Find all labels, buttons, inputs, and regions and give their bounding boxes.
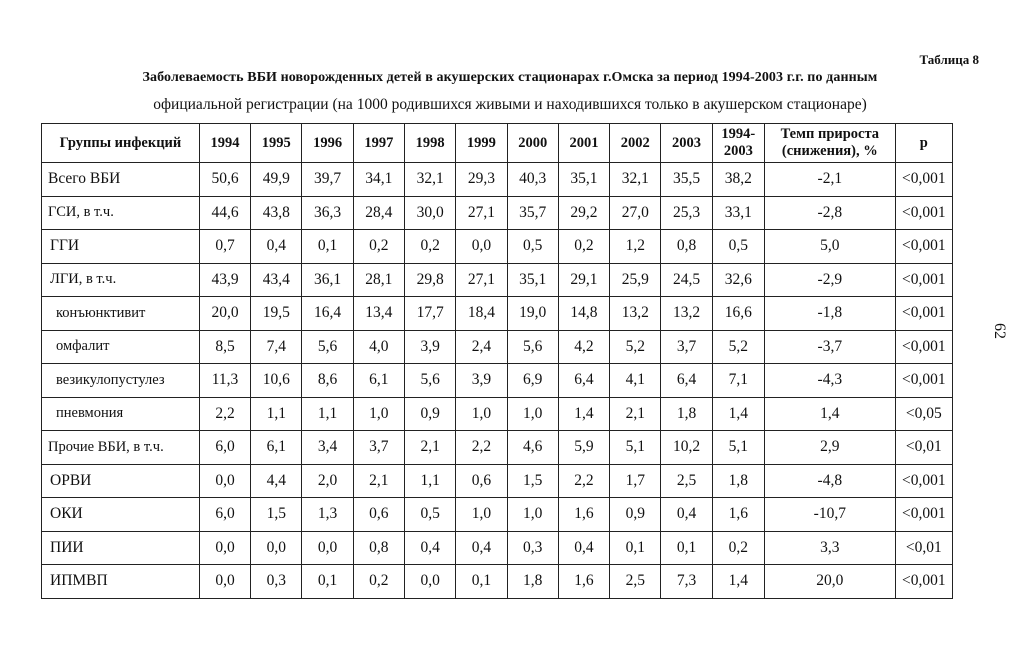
table-row (42, 431, 953, 465)
table-cell: 2,1 (610, 397, 661, 431)
table-cell: 2,2 (558, 464, 609, 498)
table-cell: 10,6 (251, 364, 302, 398)
table-cell: 2,5 (661, 464, 712, 498)
table-cell: 32,1 (404, 163, 455, 197)
table-cell: 16,4 (302, 297, 353, 331)
table-cell: 6,1 (251, 431, 302, 465)
table-cell: 1,5 (251, 498, 302, 532)
table-cell: 0,1 (302, 565, 353, 599)
table-cell: 1,2 (610, 230, 661, 264)
row-label: омфалит (42, 330, 200, 364)
table-cell: 0,2 (353, 565, 404, 599)
table-cell: 0,4 (558, 531, 609, 565)
table-cell: 2,4 (456, 330, 507, 364)
table-cell: 18,4 (456, 297, 507, 331)
table-cell: 0,3 (507, 531, 558, 565)
table-cell: 0,3 (251, 565, 302, 599)
table-cell: 36,1 (302, 263, 353, 297)
table-cell: <0,001 (895, 464, 952, 498)
table-cell: 1,8 (507, 565, 558, 599)
table-cell: 16,6 (712, 297, 764, 331)
table-row (42, 531, 953, 565)
table-cell: <0,001 (895, 565, 952, 599)
table-row (42, 230, 953, 264)
table-cell: 0,4 (404, 531, 455, 565)
table-cell: 43,4 (251, 263, 302, 297)
table-cell: 0,5 (404, 498, 455, 532)
table-cell: 3,7 (661, 330, 712, 364)
column-header: 1997 (353, 124, 404, 163)
table-cell: 43,8 (251, 196, 302, 230)
header-row (42, 124, 953, 163)
table-cell: 7,4 (251, 330, 302, 364)
table-cell: 0,9 (404, 397, 455, 431)
table-cell: 4,4 (251, 464, 302, 498)
table-cell: 2,1 (404, 431, 455, 465)
table-cell: 11,3 (199, 364, 250, 398)
table-label: Таблица 8 (919, 52, 979, 67)
table-cell: 0,1 (302, 230, 353, 264)
table-cell: <0,001 (895, 498, 952, 532)
table-row (42, 464, 953, 498)
table-cell: 2,9 (764, 431, 895, 465)
table-cell: 1,1 (404, 464, 455, 498)
table-cell: 20,0 (764, 565, 895, 599)
table-cell: 0,6 (353, 498, 404, 532)
table-cell: -2,1 (764, 163, 895, 197)
table-cell: 13,4 (353, 297, 404, 331)
table-cell: <0,001 (895, 330, 952, 364)
row-label: ИПМВП (42, 565, 200, 599)
table-cell: <0,001 (895, 163, 952, 197)
table-cell: 1,4 (558, 397, 609, 431)
table-cell: 0,5 (712, 230, 764, 264)
table-cell: 5,1 (712, 431, 764, 465)
table-cell: 0,0 (199, 464, 250, 498)
row-label: ОРВИ (42, 464, 200, 498)
table-cell: 8,6 (302, 364, 353, 398)
table-cell: 2,2 (456, 431, 507, 465)
table-cell: 35,7 (507, 196, 558, 230)
table-cell: 29,1 (558, 263, 609, 297)
table-row (42, 163, 953, 197)
table-cell: 2,0 (302, 464, 353, 498)
table-cell: 0,1 (610, 531, 661, 565)
table-cell: 0,0 (251, 531, 302, 565)
table-cell: 0,2 (353, 230, 404, 264)
table-cell: 1,1 (251, 397, 302, 431)
table-cell: 19,5 (251, 297, 302, 331)
table-cell: 5,6 (404, 364, 455, 398)
table-row (42, 498, 953, 532)
table-cell: 1,0 (353, 397, 404, 431)
table-cell: <0,01 (895, 431, 952, 465)
table-cell: 0,0 (199, 531, 250, 565)
table-cell: 2,1 (353, 464, 404, 498)
table-cell: 29,2 (558, 196, 609, 230)
column-header: Группы инфекций (42, 124, 200, 163)
table-cell: 44,6 (199, 196, 250, 230)
table-cell: 35,5 (661, 163, 712, 197)
table-cell: 6,4 (558, 364, 609, 398)
table-cell: 49,9 (251, 163, 302, 197)
row-label: пневмония (42, 397, 200, 431)
table-cell: 1,1 (302, 397, 353, 431)
column-header: 2000 (507, 124, 558, 163)
table-cell: 29,3 (456, 163, 507, 197)
table-cell: 38,2 (712, 163, 764, 197)
table-cell: 1,6 (712, 498, 764, 532)
table-cell: 50,6 (199, 163, 250, 197)
table-cell: 14,8 (558, 297, 609, 331)
table-cell: 1,0 (507, 397, 558, 431)
row-label: ГГИ (42, 230, 200, 264)
table-row (42, 565, 953, 599)
table-cell: 5,6 (302, 330, 353, 364)
table-cell: 29,8 (404, 263, 455, 297)
table-cell: -1,8 (764, 297, 895, 331)
column-header: 2002 (610, 124, 661, 163)
table-cell: 6,0 (199, 498, 250, 532)
column-header: 1999 (456, 124, 507, 163)
table-cell: -4,8 (764, 464, 895, 498)
table-cell: 17,7 (404, 297, 455, 331)
table-cell: 0,0 (302, 531, 353, 565)
table-cell: 5,2 (712, 330, 764, 364)
table-cell: 1,4 (712, 397, 764, 431)
table-cell: 0,6 (456, 464, 507, 498)
table-cell: 25,9 (610, 263, 661, 297)
table-cell: -2,9 (764, 263, 895, 297)
table-cell: 35,1 (558, 163, 609, 197)
column-header: 1998 (404, 124, 455, 163)
table-cell: <0,001 (895, 196, 952, 230)
table-cell: 39,7 (302, 163, 353, 197)
table-cell: 1,6 (558, 565, 609, 599)
table-cell: 20,0 (199, 297, 250, 331)
table-cell: <0,001 (895, 230, 952, 264)
table-cell: -4,3 (764, 364, 895, 398)
table-cell: 1,6 (558, 498, 609, 532)
table-cell: 30,0 (404, 196, 455, 230)
table-cell: 1,8 (661, 397, 712, 431)
table-cell: -3,7 (764, 330, 895, 364)
table-cell: 35,1 (507, 263, 558, 297)
table-cell: 3,4 (302, 431, 353, 465)
table-cell: 3,3 (764, 531, 895, 565)
table-cell: 13,2 (661, 297, 712, 331)
table-cell: 0,0 (199, 565, 250, 599)
table-cell: 0,2 (712, 531, 764, 565)
table-cell: 0,2 (558, 230, 609, 264)
table-cell: 5,9 (558, 431, 609, 465)
table-cell: 0,0 (404, 565, 455, 599)
table-caption-line1: Заболеваемость ВБИ новорожденных детей в акушерских стационарах г.Омска за период 1994-2003 г.г. по данным (142, 70, 878, 85)
table-cell: 0,2 (404, 230, 455, 264)
table-cell: 5,6 (507, 330, 558, 364)
table-cell: 27,1 (456, 196, 507, 230)
table-cell: 32,6 (712, 263, 764, 297)
table-cell: 6,1 (353, 364, 404, 398)
table-cell: 4,6 (507, 431, 558, 465)
table-cell: 0,4 (456, 531, 507, 565)
table-cell: 3,9 (404, 330, 455, 364)
table-cell: 6,4 (661, 364, 712, 398)
table-row (42, 196, 953, 230)
table-cell: 4,0 (353, 330, 404, 364)
column-header: 2001 (558, 124, 609, 163)
table-cell: 1,7 (610, 464, 661, 498)
table-cell: 3,9 (456, 364, 507, 398)
table-row (42, 364, 953, 398)
table-cell: <0,001 (895, 263, 952, 297)
table-cell: 4,1 (610, 364, 661, 398)
table-caption-line2: официальной регистрации (на 1000 родившихся живыми и находившихся только в акушерском стационаре) (153, 96, 867, 113)
table-cell: -2,8 (764, 196, 895, 230)
table-cell: 32,1 (610, 163, 661, 197)
row-label: ГСИ, в т.ч. (42, 196, 200, 230)
table-cell: 5,0 (764, 230, 895, 264)
table-cell: -10,7 (764, 498, 895, 532)
table-cell: 19,0 (507, 297, 558, 331)
table-cell: 1,3 (302, 498, 353, 532)
table-cell: 0,8 (661, 230, 712, 264)
table-cell: 27,1 (456, 263, 507, 297)
table-cell: 0,1 (661, 531, 712, 565)
table-cell: 28,4 (353, 196, 404, 230)
table-cell: 5,1 (610, 431, 661, 465)
table-cell: 1,0 (507, 498, 558, 532)
table-cell: 24,5 (661, 263, 712, 297)
table-cell: 0,4 (661, 498, 712, 532)
table-cell: 3,7 (353, 431, 404, 465)
table-cell: 40,3 (507, 163, 558, 197)
column-header: 1994-2003 (712, 124, 764, 163)
table-cell: 0,4 (251, 230, 302, 264)
table-row (42, 297, 953, 331)
column-header: 1996 (302, 124, 353, 163)
row-label: Прочие ВБИ, в т.ч. (42, 431, 200, 465)
table-cell: <0,01 (895, 531, 952, 565)
table-cell: 0,9 (610, 498, 661, 532)
table-cell: 7,3 (661, 565, 712, 599)
table-cell: 2,2 (199, 397, 250, 431)
column-header: 1994 (199, 124, 250, 163)
table-cell: 2,5 (610, 565, 661, 599)
table-cell: 0,8 (353, 531, 404, 565)
table-row (42, 397, 953, 431)
column-header: p (895, 124, 952, 163)
row-label: Всего ВБИ (42, 163, 200, 197)
table-cell: 0,5 (507, 230, 558, 264)
table-cell: 0,1 (456, 565, 507, 599)
row-label: ОКИ (42, 498, 200, 532)
table-cell: 6,9 (507, 364, 558, 398)
table-cell: <0,001 (895, 364, 952, 398)
table-cell: 10,2 (661, 431, 712, 465)
table-cell: 4,2 (558, 330, 609, 364)
table-row (42, 330, 953, 364)
table-cell: 34,1 (353, 163, 404, 197)
table-cell: 1,8 (712, 464, 764, 498)
table-cell: <0,001 (895, 297, 952, 331)
row-label: везикулопустулез (42, 364, 200, 398)
table-cell: 1,4 (712, 565, 764, 599)
row-label: ЛГИ, в т.ч. (42, 263, 200, 297)
table-row (42, 263, 953, 297)
table-cell: 36,3 (302, 196, 353, 230)
table-cell: 1,0 (456, 498, 507, 532)
table-cell: <0,05 (895, 397, 952, 431)
column-header: 2003 (661, 124, 712, 163)
table-cell: 27,0 (610, 196, 661, 230)
table-cell: 28,1 (353, 263, 404, 297)
table-cell: 43,9 (199, 263, 250, 297)
row-label: ПИИ (42, 531, 200, 565)
page-number: 62 (991, 323, 1008, 339)
table-cell: 1,4 (764, 397, 895, 431)
table-cell: 5,2 (610, 330, 661, 364)
table-cell: 6,0 (199, 431, 250, 465)
table-cell: 33,1 (712, 196, 764, 230)
table-cell: 1,0 (456, 397, 507, 431)
table-cell: 7,1 (712, 364, 764, 398)
column-header: 1995 (251, 124, 302, 163)
table-cell: 1,5 (507, 464, 558, 498)
column-header: Темп прироста (снижения), % (764, 124, 895, 163)
table-cell: 0,0 (456, 230, 507, 264)
incidence-table (41, 123, 953, 599)
table-cell: 0,7 (199, 230, 250, 264)
table-cell: 13,2 (610, 297, 661, 331)
table-cell: 8,5 (199, 330, 250, 364)
row-label: конъюнктивит (42, 297, 200, 331)
table-cell: 25,3 (661, 196, 712, 230)
